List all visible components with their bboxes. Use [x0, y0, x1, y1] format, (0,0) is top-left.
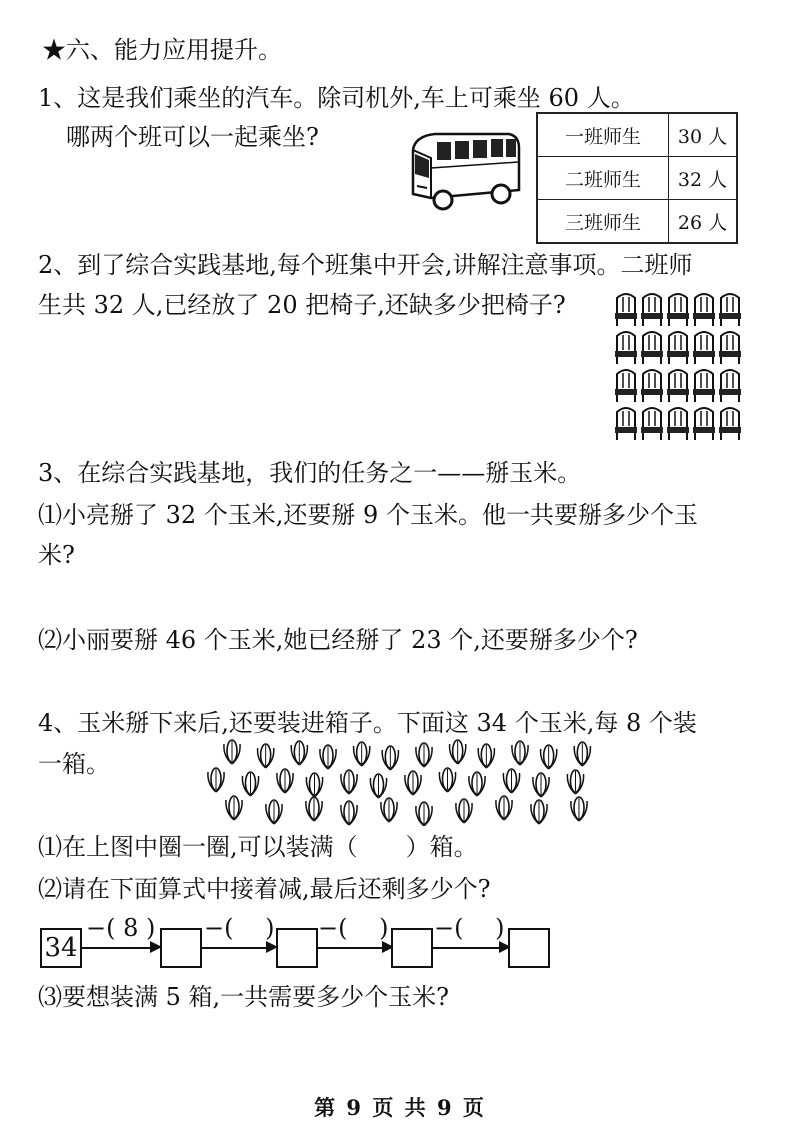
bus-icon — [405, 128, 523, 214]
chair-icon — [615, 294, 637, 326]
corn-icon — [291, 741, 307, 765]
corn-icon — [306, 797, 322, 821]
corn-icon — [531, 800, 547, 824]
q2-line1: 2、到了综合实践基地,每个班集中开会,讲解注意事项。二班师 — [38, 251, 693, 279]
corn-icon — [266, 800, 282, 824]
corn-icon — [512, 741, 528, 765]
chair-icon — [641, 294, 663, 326]
q3-part2: ⑵小丽要掰 46 个玉米,她已经掰了 23 个,还要掰多少个? — [38, 626, 638, 654]
corn-icon — [277, 769, 293, 793]
q1-line2: 哪两个班可以一起乘坐? — [66, 123, 319, 151]
corn-icon — [496, 796, 512, 820]
chair-icon — [719, 370, 741, 402]
answer-box[interactable] — [276, 928, 318, 968]
chair-icon — [719, 332, 741, 364]
chair-icon — [693, 294, 715, 326]
corn-icon — [439, 768, 455, 792]
corn-icon — [469, 772, 485, 796]
corn-icon — [320, 745, 336, 769]
chair-icon — [615, 408, 637, 440]
chair-icon — [693, 370, 715, 402]
chair-icon — [667, 408, 689, 440]
q3-line1: 3、在综合实践基地，我们的任务之一——掰玉米。 — [38, 459, 582, 487]
chair-icon — [667, 332, 689, 364]
corn-icon — [208, 768, 224, 792]
corn-icon — [533, 773, 549, 797]
section-title: ★六、能力应用提升。 — [42, 36, 282, 64]
arrow-line — [318, 947, 384, 949]
class-name-cell: 二班师生 — [537, 157, 669, 200]
arrow-line — [433, 947, 501, 949]
corn-icon — [381, 798, 397, 822]
class-count-cell: 32 人 — [669, 157, 738, 200]
q2-line2: 生共 32 人,已经放了 20 把椅子,还缺多少把椅子? — [38, 291, 566, 319]
corn-icon — [306, 773, 322, 797]
corn-icon — [478, 744, 494, 768]
corn-icon — [541, 745, 557, 769]
q4-part2: ⑵请在下面算式中接着减,最后还剩多少个? — [38, 875, 491, 903]
chair-icon — [641, 370, 663, 402]
class-name-cell: 三班师生 — [537, 200, 669, 244]
q3-part1-line1: ⑴小亮掰了 32 个玉米,还要掰 9 个玉米。他一共要掰多少个玉 — [38, 501, 698, 529]
q4-line2: 一箱。 — [38, 750, 110, 778]
corn-icon — [571, 797, 587, 821]
class-table — [536, 112, 738, 244]
class-name-cell: 一班师生 — [537, 113, 669, 157]
q4-part3: ⑶要想装满 5 箱,一共需要多少个玉米? — [38, 983, 450, 1011]
chair-icon — [615, 332, 637, 364]
class-count-cell: 30 人 — [669, 113, 738, 157]
corn-icon — [341, 801, 357, 825]
chairs-illustration — [612, 290, 748, 442]
q4-line1: 4、玉米掰下来后,还要装进箱子。下面这 34 个玉米,每 8 个装 — [38, 709, 697, 737]
subtract-operator: −( 8 ) — [86, 914, 156, 942]
corn-icon — [341, 770, 357, 794]
chair-icon — [641, 408, 663, 440]
chair-icon — [615, 370, 637, 402]
answer-box[interactable] — [160, 928, 202, 968]
chair-icon — [641, 332, 663, 364]
corn-icon — [370, 774, 386, 798]
corn-icon — [258, 744, 274, 768]
corn-icon — [354, 742, 370, 766]
chair-icon — [693, 408, 715, 440]
corn-icon — [503, 769, 519, 793]
corn-icon — [242, 772, 258, 796]
corn-icon — [416, 802, 432, 826]
chair-icon — [719, 294, 741, 326]
chair-icon — [667, 370, 689, 402]
arrow-line — [202, 947, 268, 949]
chair-icon — [667, 294, 689, 326]
corn-icon — [574, 742, 590, 766]
corn-illustration — [200, 736, 610, 826]
q4-part1: ⑴在上图中圈一圈,可以装满（ ）箱。 — [38, 833, 478, 861]
corn-icon — [226, 796, 242, 820]
q1-line1: 1、这是我们乘坐的汽车。除司机外,车上可乘坐 60 人。 — [38, 84, 635, 112]
subtract-operator: −( ) — [434, 914, 505, 942]
table-row — [537, 113, 737, 157]
subtract-operator: −( ) — [318, 914, 389, 942]
corn-icon — [405, 771, 421, 795]
start-value-box: 34 — [40, 928, 82, 968]
q3-part1-line2: 米? — [38, 541, 75, 569]
answer-box[interactable] — [508, 928, 550, 968]
corns-svg — [200, 736, 610, 826]
corn-icon — [224, 740, 240, 764]
corn-icon — [382, 746, 398, 770]
arrow-line — [82, 947, 152, 949]
chairs-svg — [612, 290, 748, 446]
corn-icon — [450, 740, 466, 764]
subtract-operator: −( ) — [204, 914, 275, 942]
page-footer: 第 9 页 共 9 页 — [314, 1095, 486, 1120]
table-row — [537, 157, 737, 200]
corn-icon — [416, 743, 432, 767]
chair-icon — [693, 332, 715, 364]
table-row — [537, 200, 737, 244]
answer-box[interactable] — [391, 928, 433, 968]
corn-icon — [456, 799, 472, 823]
chair-icon — [719, 408, 741, 440]
corn-icon — [567, 770, 583, 794]
class-count-cell: 26 人 — [669, 200, 738, 244]
